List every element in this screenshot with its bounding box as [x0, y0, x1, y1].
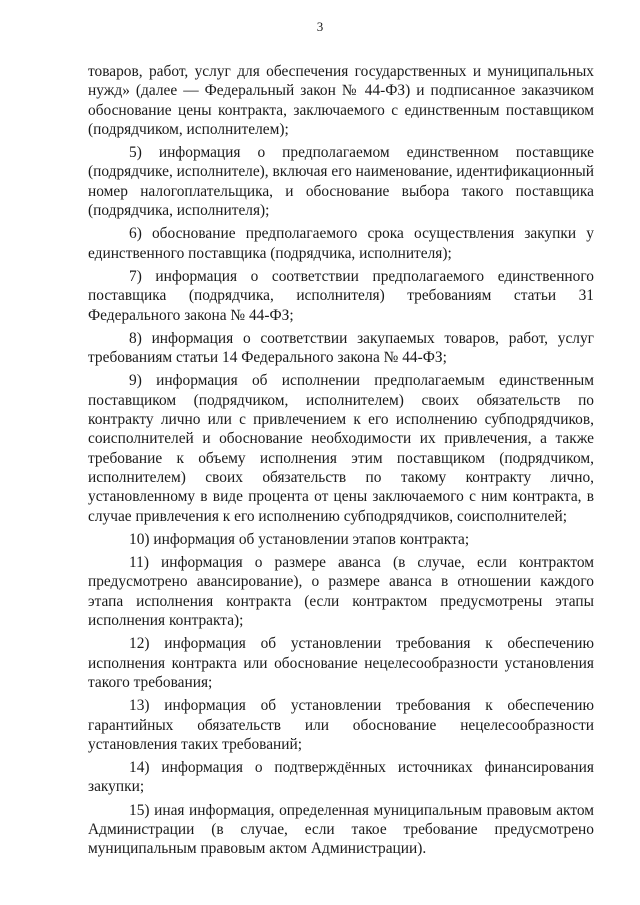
- list-item-8: 8) информация о соответствии закупаемых товаров, работ, услуг требованиям статьи 14 Федерального закона № 44-ФЗ;: [88, 329, 594, 367]
- list-item-15: 15) иная информация, определенная муниципальным правовым актом Администрации (в случае, если такое требование предусмотрено муниципальным правовым актом Администрации).: [88, 801, 594, 858]
- list-item-13: 13) информация об установлении требования к обеспечению гарантийных обязательств или обоснование нецелесообразности установления таких требований;: [88, 697, 594, 753]
- paragraph-continuation: товаров, работ, услуг для обеспечения государственных и муниципальных нужд» (далее — Федеральный закон № 44-ФЗ) и подписанное заказчиком обоснование цены контракта, заключаемого с единственным поставщиком (подрядчиком, исполнителем);: [88, 63, 594, 138]
- list-item-7: 7) информация о соответствии предполагаемого единственного поставщика (подрядчика, исполнителя) требованиям статьи 31 Федерального закона № 44-ФЗ;: [88, 267, 594, 324]
- list-item-9: 9) информация об исполнении предполагаемым единственным поставщиком (подрядчиком, исполнителем) своих обязательств по контракту лично или с привлечением к его исполнению субподрядчиков, соисполнителей и обоснование необходимости их привлечения, а также требование к объему исполнения этим поставщиком (подрядчиком, исполнителем) своих обязательств по такому контракту лично, установленному в виде процента от цены заключаемого с ним контракта, в случае привлечения к его исполнению субподрядчиков, соисполнителей;: [88, 372, 594, 525]
- list-item-5: 5) информация о предполагаемом единственном поставщике (подрядчике, исполнителе), включая его наименование, идентификационный номер налогоплательщика, и обоснование выбора такого поставщика (подрядчика, исполнителя);: [88, 144, 594, 220]
- list-item-10: 10) информация об установлении этапов контракта;: [129, 530, 470, 548]
- page-number: 3: [316, 19, 324, 34]
- list-item-6: 6) обоснование предполагаемого срока осуществления закупки у единственного поставщика (подрядчика, исполнителя);: [88, 225, 594, 262]
- list-item-11: 11) информация о размере аванса (в случае, если контрактом предусмотрено авансирование), о размере аванса в отношении каждого этапа исполнения контракта (если контрактом предусмотрены этапы исполнения контракта);: [88, 554, 594, 630]
- document-body: [88, 62, 594, 863]
- list-item-12: 12) информация об установлении требования к обеспечению исполнения контракта или обоснование нецелесообразности установления такого требования;: [88, 635, 594, 691]
- list-item-14: 14) информация о подтверждённых источниках финансирования закупки;: [88, 759, 594, 796]
